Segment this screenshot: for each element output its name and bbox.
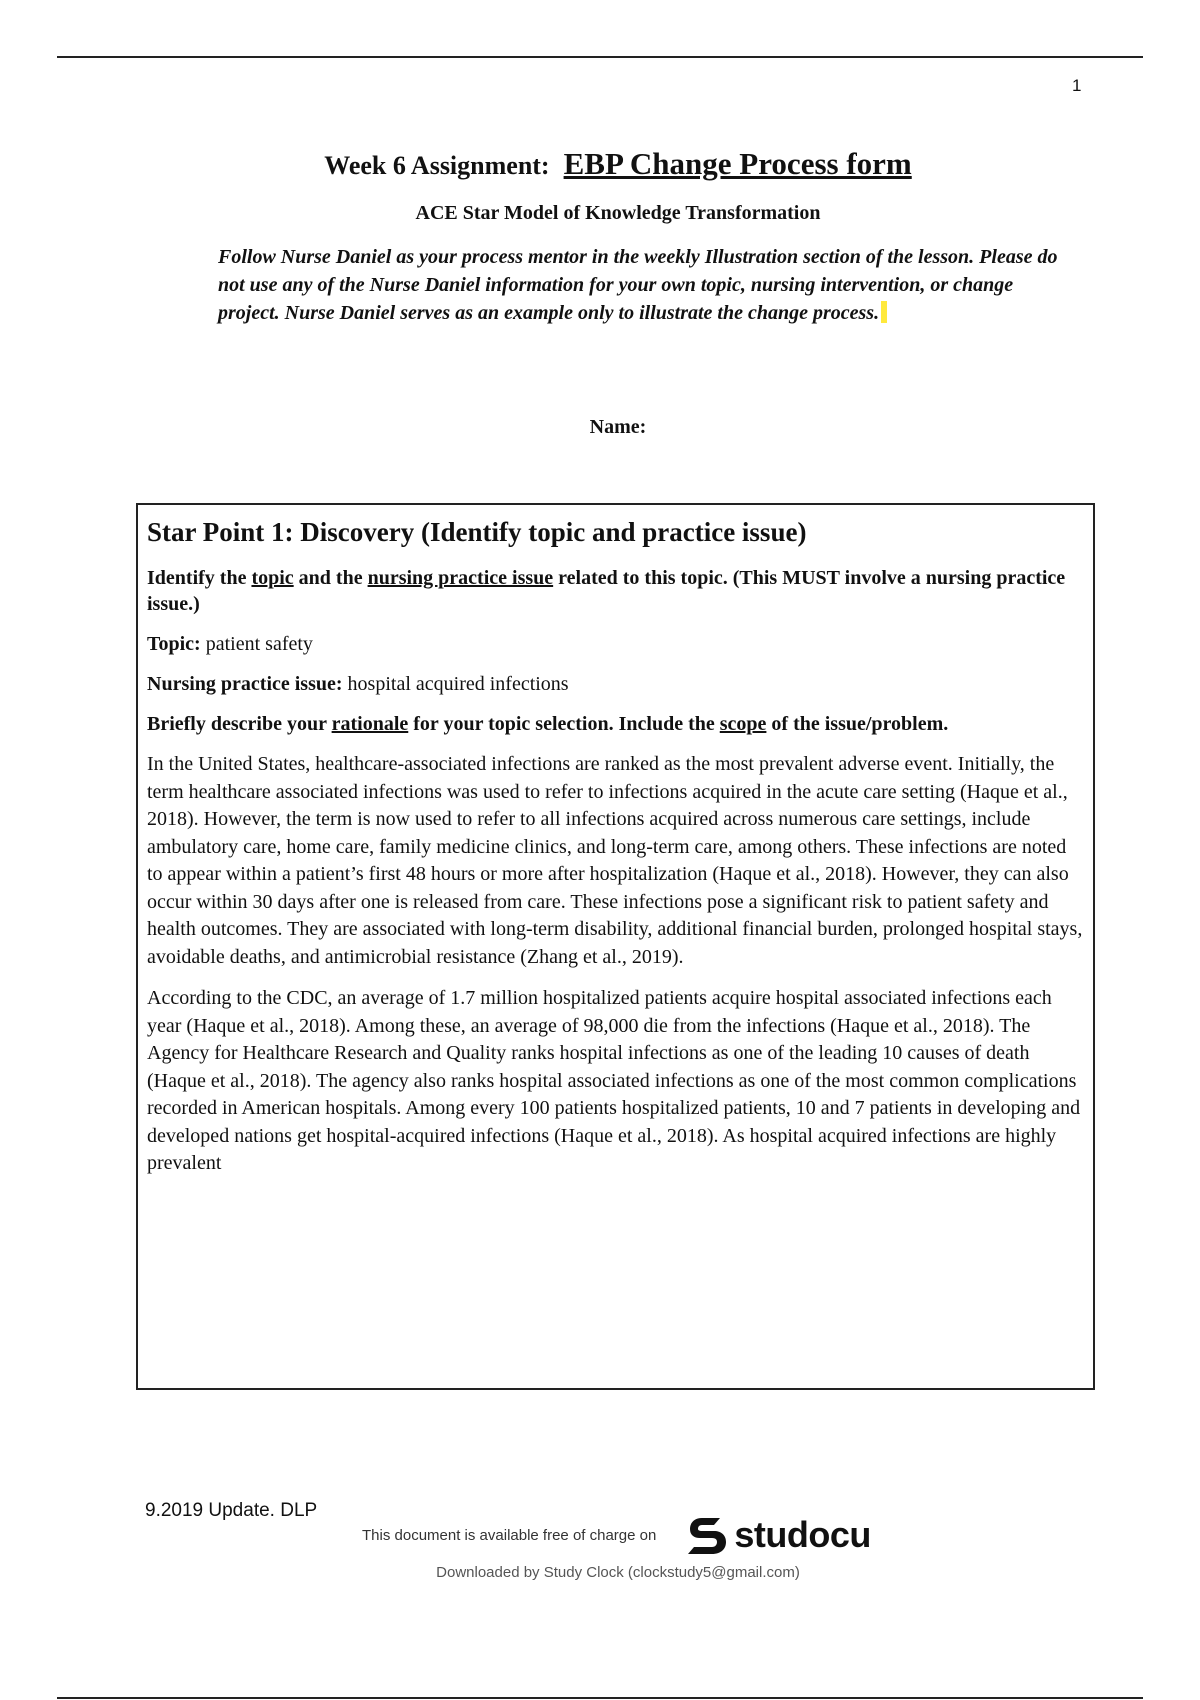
title-lead: Week 6 Assignment: xyxy=(324,151,550,180)
top-rule xyxy=(57,56,1143,58)
scope-keyword: scope xyxy=(719,713,767,735)
name-label: Name: xyxy=(589,416,647,438)
rationale-paragraph-1: In the United States, healthcare-associated infections are ranked as the most prevalent adverse event. Initially, the term healthcare associated infections was used to refer to infections acquired in the acute care setting (Haque et al., 2018). However, the term is now used to refer to all infections acquired across numerous care settings, include ambulatory care, home care, family medicine clinics, and long-term care, among others. These infections are noted to appear within a patient’s first 48 hours or more after hospitalization (Haque et al., 2018). However, they can also occur within 30 days after one is released from care. These infections pose a significant risk to patient safety and health outcomes. They are associated with long-term disability, additional financial burden, prolonged hospital stays, avoidable deaths, and antimicrobial resistance (Zhang et al., 2019). xyxy=(147,753,1083,968)
instructions xyxy=(218,243,1078,327)
rationale-keyword: rationale xyxy=(331,713,409,735)
topic-keyword: topic xyxy=(251,567,294,589)
issue-label: Nursing practice issue: xyxy=(147,673,343,695)
available-text: This document is available free of charge on xyxy=(362,1526,657,1544)
topic-label: Topic: xyxy=(147,633,201,655)
highlight-mark xyxy=(881,301,887,323)
instructions-text: Follow Nurse Daniel as your process mentor in the weekly Illustration section of the lesson. Please do not use any of the Nurse Daniel information for your own topic, nursing intervention, or change project. Nurse Daniel serves as an example only to illustrate the change process. xyxy=(218,246,1058,324)
studocu-logo-text: studocu xyxy=(734,1514,871,1555)
page-title xyxy=(0,146,1200,182)
footer-update: 9.2019 Update. DLP xyxy=(145,1500,318,1521)
identify-prompt xyxy=(147,565,1085,617)
studocu-logo-icon xyxy=(684,1512,730,1558)
page-number: 1 xyxy=(1072,76,1082,95)
rationale-prompt xyxy=(147,711,1085,737)
identify-prompt-text-3: related to this topic. (This MUST involve a nursing practice issue.) xyxy=(147,567,1066,615)
issue-value: hospital acquired infections xyxy=(347,673,569,695)
downloaded-by: Downloaded by Study Clock (clockstudy5@gmail.com) xyxy=(436,1564,800,1581)
identify-prompt-text-1: Identify the xyxy=(147,567,247,589)
rationale-paragraph-2: According to the CDC, an average of 1.7 million hospitalized patients acquire hospital associated infections each year (Haque et al., 2018). Among these, an average of 98,000 die from the infections (Haque et al., 2018). The Agency for Healthcare Research and Quality ranks hospital infections as one of the leading 10 causes of death (Haque et al., 2018). The agency also ranks hospital associated infections as one of the most common complications recorded in American hospitals. Among every 100 patients hospitalized patients, 10 and 7 patients in developing and developed nations get hospital-acquired infections (Haque et al., 2018). As hospital acquired infections are highly prevalent xyxy=(147,987,1081,1174)
title-main: EBP Change Process form xyxy=(563,146,912,181)
star-point-box xyxy=(136,503,1095,1390)
rationale-prompt-text-3: of the issue/problem. xyxy=(771,713,949,735)
bottom-rule xyxy=(57,1697,1143,1699)
rationale-prompt-text-1: Briefly describe your xyxy=(147,713,327,735)
studocu-banner xyxy=(362,1512,871,1558)
topic-value: patient safety xyxy=(205,633,313,655)
issue-keyword: nursing practice issue xyxy=(367,567,554,589)
topic-field xyxy=(147,631,1085,657)
studocu-logo[interactable] xyxy=(684,1512,871,1558)
subtitle: ACE Star Model of Knowledge Transformation xyxy=(415,202,821,224)
identify-prompt-text-2: and the xyxy=(298,567,363,589)
issue-field xyxy=(147,671,1085,697)
star-point-heading: Star Point 1: Discovery (Identify topic and practice issue) xyxy=(147,517,807,547)
rationale-prompt-text-2: for your topic selection. Include the xyxy=(413,713,715,735)
